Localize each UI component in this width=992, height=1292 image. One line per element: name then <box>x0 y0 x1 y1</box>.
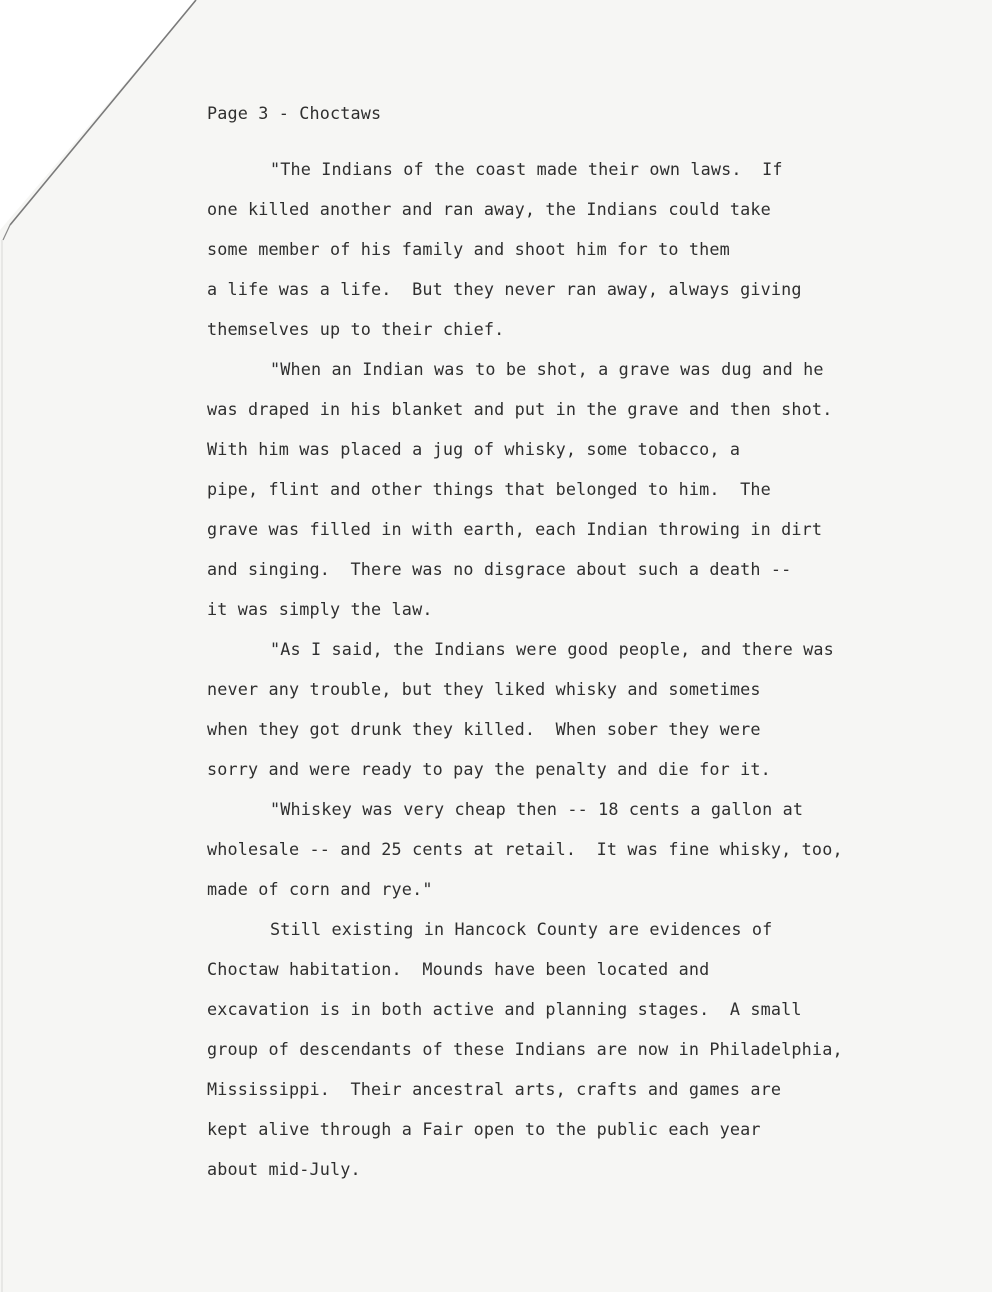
text-line: "Whiskey was very cheap then -- 18 cents a gallon at <box>270 799 804 819</box>
text-line: "As I said, the Indians were good people, and there was <box>270 639 834 659</box>
paragraph-4 <box>207 789 927 909</box>
text-line: a life was a life. But they never ran away, always giving <box>207 279 802 299</box>
text-line: kept alive through a Fair open to the public each year <box>207 1119 761 1139</box>
text-line: wholesale -- and 25 cents at retail. It was fine whisky, too, <box>207 839 843 859</box>
text-line: "When an Indian was to be shot, a grave was dug and he <box>270 359 824 379</box>
text-line: Choctaw habitation. Mounds have been located and <box>207 959 710 979</box>
paragraph-3 <box>207 629 927 789</box>
text-line: it was simply the law. <box>207 599 433 619</box>
text-line: and singing. There was no disgrace about such a death -- <box>207 559 792 579</box>
paragraph-1 <box>207 149 927 349</box>
text-line: never any trouble, but they liked whisky and sometimes <box>207 679 761 699</box>
text-line: group of descendants of these Indians are now in Philadelphia, <box>207 1039 843 1059</box>
paragraph-5 <box>207 909 927 1189</box>
paragraph-2 <box>207 349 927 629</box>
text-line: pipe, flint and other things that belonged to him. The <box>207 479 771 499</box>
text-line: about mid-July. <box>207 1159 361 1179</box>
text-line: made of corn and rye." <box>207 879 433 899</box>
text-line: sorry and were ready to pay the penalty and die for it. <box>207 759 771 779</box>
text-line: Still existing in Hancock County are evidences of <box>270 919 773 939</box>
text-line: grave was filled in with earth, each Indian throwing in dirt <box>207 519 823 539</box>
text-line: when they got drunk they killed. When sober they were <box>207 719 761 739</box>
text-line: excavation is in both active and planning stages. A small <box>207 999 802 1019</box>
text-line: themselves up to their chief. <box>207 319 505 339</box>
page-header: Page 3 - Choctaws <box>207 103 382 123</box>
text-line: "The Indians of the coast made their own laws. If <box>270 159 783 179</box>
typed-text <box>207 101 927 1189</box>
text-line: Mississippi. Their ancestral arts, crafts and games are <box>207 1079 782 1099</box>
text-line: was draped in his blanket and put in the grave and then shot. <box>207 399 833 419</box>
text-line: some member of his family and shoot him for to them <box>207 239 730 259</box>
text-line: With him was placed a jug of whisky, some tobacco, a <box>207 439 741 459</box>
text-line: one killed another and ran away, the Indians could take <box>207 199 771 219</box>
